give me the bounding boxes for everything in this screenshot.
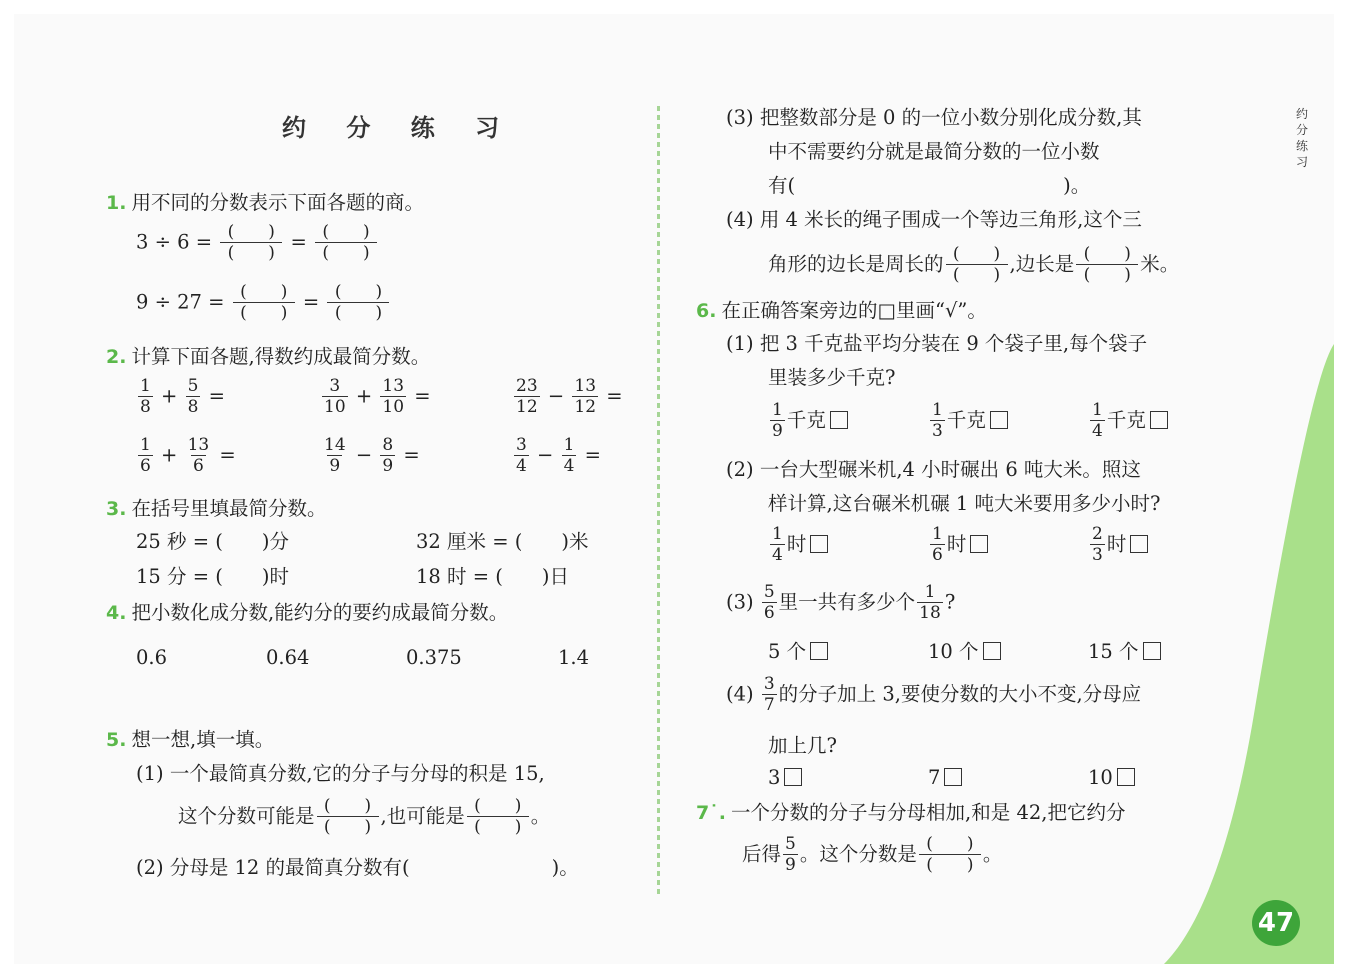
q2-expr: $\frac{1}{6}$ + $\frac{13}{6}$ = xyxy=(140,435,236,476)
question-4 xyxy=(106,602,508,624)
q3-item[interactable]: 15 分 = ( )时 xyxy=(136,565,289,588)
checkbox[interactable] xyxy=(990,411,1008,429)
q5-part-3b: 中不需要约分就是最简分数的一位小数 xyxy=(768,140,1100,163)
q2-expr: $\frac{1}{8}$ + $\frac{5}{8}$ = xyxy=(140,376,225,417)
q6-option: 10 xyxy=(1088,768,1135,788)
q1-row-1: 3 ÷ 6 = $\frac{( )}{( )}$ = $\frac{( )}{( )}$ xyxy=(136,224,379,262)
q6-part-2a: (2) 一台大型碾米机,4 小时碾出 6 吨大米。照这 xyxy=(726,458,1141,481)
q5-part-3c: 有( )。 xyxy=(768,174,1091,197)
q3-item[interactable]: 18 时 = ( )日 xyxy=(416,565,569,588)
question-1 xyxy=(106,192,424,214)
answer-fraction-blank[interactable]: $\frac{( )}{( )}$ xyxy=(1076,246,1138,284)
workbook-page xyxy=(14,14,1334,964)
q4-decimal: 0.64 xyxy=(266,646,310,669)
question-7 xyxy=(696,802,1125,824)
answer-fraction-blank[interactable]: $\frac{( )}{( )}$ xyxy=(220,224,282,262)
checkbox[interactable] xyxy=(944,768,962,786)
q4-decimal: 1.4 xyxy=(558,646,590,669)
answer-fraction-blank[interactable]: $\frac{( )}{( )}$ xyxy=(317,798,379,836)
q6-option: $\frac{2}{3}$ 时 xyxy=(1088,526,1148,564)
checkbox[interactable] xyxy=(1117,768,1135,786)
question-text: 把小数化成分数,能约分的要约成最简分数。 xyxy=(131,601,509,624)
q4-decimal: 0.375 xyxy=(406,646,462,669)
side-title: 约 分 练 习 xyxy=(1295,107,1308,169)
q6-option: $\frac{1}{3}$ 千克 xyxy=(928,402,1008,440)
question-number: 4. xyxy=(106,602,127,624)
q6-part-1b: 里装多少千克? xyxy=(768,366,896,389)
question-text: 在正确答案旁边的□里画“√”。 xyxy=(721,299,987,322)
page-title: 约 分 练 习 xyxy=(282,113,516,142)
q7-line-2: 后得 $\frac{5}{9}$ 。这个分数是 $\frac{( )}{( )}$ 。 xyxy=(742,834,1003,875)
q4-decimal: 0.6 xyxy=(136,646,168,669)
q6-part-4a: (4) $\frac{3}{7}$ 的分子加上 3,要使分数的大小不变,分母应 xyxy=(726,674,1142,715)
page-number-badge: 47 xyxy=(1252,900,1300,946)
q5-part-4a: (4) 用 4 米长的绳子围成一个等边三角形,这个三 xyxy=(726,208,1142,231)
question-number: 6. xyxy=(696,300,717,322)
question-text: 用不同的分数表示下面各题的商。 xyxy=(131,191,425,214)
q6-option: $\frac{1}{4}$ 时 xyxy=(768,526,828,564)
q5-part-4b: 角形的边长是周长的 $\frac{( )}{( )}$ ,边长是 $\frac{( )}{( )}$ 米。 xyxy=(768,244,1180,285)
checkbox[interactable] xyxy=(970,535,988,553)
q6-option: 7 xyxy=(928,768,962,788)
q2-expr: $\frac{23}{12}$ − $\frac{13}{12}$ = xyxy=(516,376,623,417)
q5-part-1a: (1) 一个最简真分数,它的分子与分母的积是 15, xyxy=(136,762,545,785)
q5-part-3a: (3) 把整数部分是 0 的一位小数分别化成分数,其 xyxy=(726,106,1142,129)
question-text: 想一想,填一填。 xyxy=(131,728,275,751)
q6-option: $\frac{1}{6}$ 时 xyxy=(928,526,988,564)
checkbox[interactable] xyxy=(830,411,848,429)
question-number: 2. xyxy=(106,346,127,368)
q6-option: $\frac{1}{4}$ 千克 xyxy=(1088,402,1168,440)
answer-fraction-blank[interactable]: $\frac{( )}{( )}$ xyxy=(233,284,295,322)
question-number: 7˙. xyxy=(696,802,726,824)
q2-expr: $\frac{14}{9}$ − $\frac{8}{9}$ = xyxy=(324,435,420,476)
question-text: 在括号里填最简分数。 xyxy=(131,497,327,520)
checkbox[interactable] xyxy=(1150,411,1168,429)
q5-part-2: (2) 分母是 12 的最简真分数有( )。 xyxy=(136,856,579,879)
q6-option: 5 个 xyxy=(768,642,828,662)
q2-expr: $\frac{3}{10}$ + $\frac{13}{10}$ = xyxy=(324,376,431,417)
q6-part-1a: (1) 把 3 千克盐平均分装在 9 个袋子里,每个袋子 xyxy=(726,332,1148,355)
answer-fraction-blank[interactable]: $\frac{( )}{( )}$ xyxy=(946,246,1008,284)
q6-option: 10 个 xyxy=(928,642,1001,662)
question-number: 5. xyxy=(106,729,127,751)
checkbox[interactable] xyxy=(1130,535,1148,553)
q6-option: 3 xyxy=(768,768,802,788)
q5-part-1b: 这个分数可能是 $\frac{( )}{( )}$ ,也可能是 $\frac{( )}{( )}$ 。 xyxy=(178,796,551,837)
q6-part-4b: 加上几? xyxy=(768,734,837,757)
checkbox[interactable] xyxy=(983,642,1001,660)
q6-option: 15 个 xyxy=(1088,642,1161,662)
q3-item[interactable]: 32 厘米 = ( )米 xyxy=(416,530,589,553)
question-6 xyxy=(696,300,987,322)
q6-part-2b: 样计算,这台碾米机碾 1 吨大米要用多少小时? xyxy=(768,492,1161,515)
question-2 xyxy=(106,346,430,368)
question-text: 计算下面各题,得数约成最简分数。 xyxy=(131,345,431,368)
question-number: 1. xyxy=(106,192,127,214)
q1-row-2: 9 ÷ 27 = $\frac{( )}{( )}$ = $\frac{( )}{( )}$ xyxy=(136,284,391,322)
q3-item[interactable]: 25 秒 = ( )分 xyxy=(136,530,289,553)
answer-fraction-blank[interactable]: $\frac{( )}{( )}$ xyxy=(315,224,377,262)
checkbox[interactable] xyxy=(810,642,828,660)
q2-expr: $\frac{3}{4}$ − $\frac{1}{4}$ = xyxy=(516,435,601,476)
question-5 xyxy=(106,729,274,751)
answer-fraction-blank[interactable]: $\frac{( )}{( )}$ xyxy=(327,284,389,322)
question-3 xyxy=(106,498,327,520)
question-number: 3. xyxy=(106,498,127,520)
checkbox[interactable] xyxy=(810,535,828,553)
checkbox[interactable] xyxy=(1143,642,1161,660)
answer-fraction-blank[interactable]: $\frac{( )}{( )}$ xyxy=(467,798,529,836)
q6-part-3: (3) $\frac{5}{6}$ 里一共有多少个 $\frac{1}{18}$ ? xyxy=(726,582,956,623)
answer-fraction-blank[interactable]: $\frac{( )}{( )}$ xyxy=(919,836,981,874)
checkbox[interactable] xyxy=(784,768,802,786)
column-divider xyxy=(657,106,660,896)
q6-option: $\frac{1}{9}$ 千克 xyxy=(768,402,848,440)
question-text: 一个分数的分子与分母相加,和是 42,把它约分 xyxy=(731,801,1126,824)
